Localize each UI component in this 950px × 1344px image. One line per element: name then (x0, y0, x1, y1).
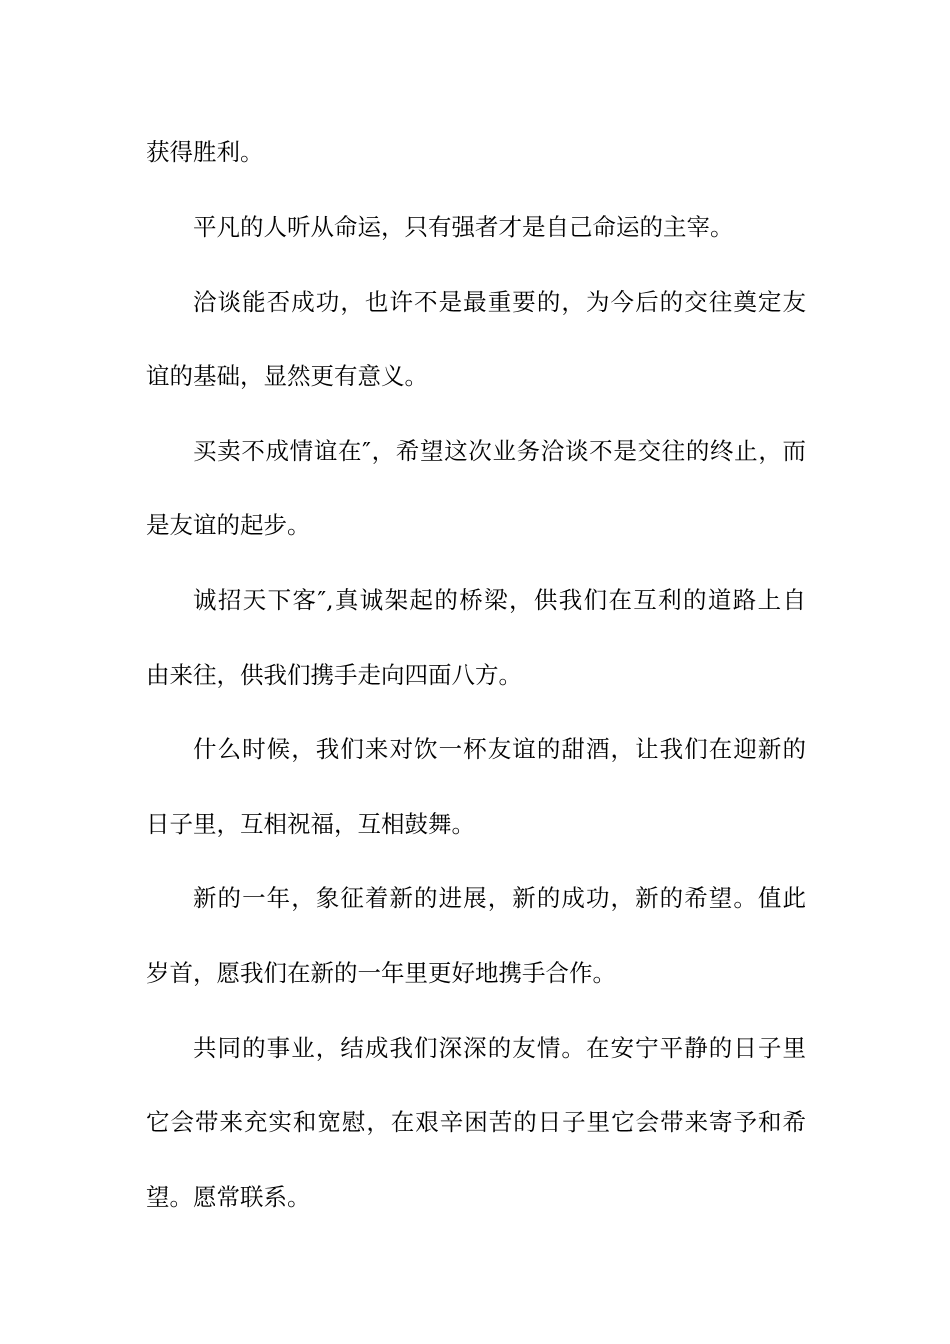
text-line-6: 是友谊的起步。 (146, 511, 311, 539)
text-line-12: 岁首，愿我们在新的一年里更好地携手合作。 (146, 959, 616, 987)
text-line-13: 共同的事业，结成我们深深的友情。在安宁平静的日子里 (193, 1034, 806, 1062)
text-line-10: 日子里，互相祝福，互相鼓舞。 (146, 810, 475, 838)
text-line-2: 平凡的人听从命运，只有强者才是自己命运的主宰。 (193, 213, 734, 241)
text-line-1: 获得胜利。 (146, 138, 264, 166)
text-line-14: 它会带来充实和宽慰，在艰辛困苦的日子里它会带来寄予和希 (146, 1108, 806, 1136)
text-line-15: 望。愿常联系。 (146, 1183, 311, 1211)
text-line-5: 买卖不成情谊在″，希望这次业务洽谈不是交往的终止，而 (193, 437, 806, 465)
text-line-3: 洽谈能否成功，也许不是最重要的，为今后的交往奠定友 (193, 288, 806, 316)
text-line-8: 由来往，供我们携手走向四面八方。 (146, 661, 522, 689)
text-line-4: 谊的基础，显然更有意义。 (146, 362, 428, 390)
text-line-11: 新的一年，象征着新的进展，新的成功，新的希望。值此 (193, 884, 806, 912)
text-line-9: 什么时候，我们来对饮一杯友谊的甜酒，让我们在迎新的 (193, 735, 806, 763)
text-line-7: 诚招天下客″,真诚架起的桥梁，供我们在互利的道路上自 (193, 586, 806, 614)
